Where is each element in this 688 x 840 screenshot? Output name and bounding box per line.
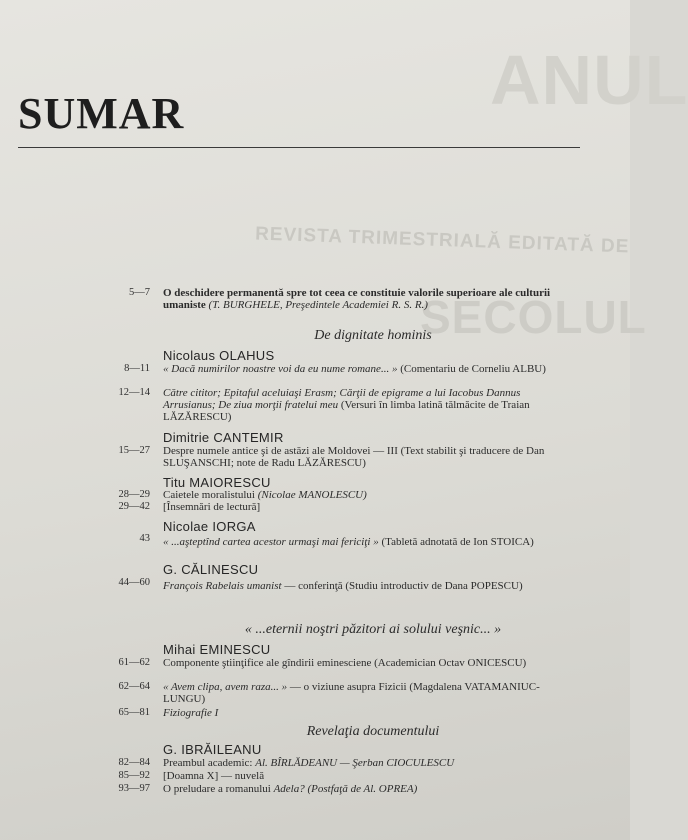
page-range: 93—97 [118,783,150,794]
entry-note: (Nicolae MANOLESCU) [257,489,367,501]
entry-title: Despre numele antice şi de astăzi ale Moldovei — III [163,445,398,457]
entry-title: Fiziografie I [163,707,219,719]
author-name: Mihai EMINESCU [163,642,271,657]
page-range: 28—29 [118,489,150,500]
page-range: 61—62 [118,657,150,668]
entry-title: Către cititor; Epitaful aceluiaşi Erasm; Cărţii de epigrame a lui Iacobus Dannus Arrusianus; De ziua morţii fratelui meu [163,387,521,411]
author-name: G. IBRĂILEANU [163,742,262,757]
entry-title: [Doamna X] — nuvelă [163,770,265,782]
ghost-text-revista: REVISTA TRIMESTRIALĂ EDITATĂ DE [254,223,630,258]
page-range: 85—92 [118,770,150,781]
page-range: 44—60 [118,577,150,588]
page-range: 15—27 [118,445,150,456]
page-range: 65—81 [118,707,150,718]
author-name: Titu MAIORESCU [163,475,271,490]
entry-text [163,783,575,795]
entry-text [163,707,575,719]
entry-title: Caietele moralistului [163,489,255,501]
entry-text [163,770,575,782]
page-range: 29—42 [118,501,150,512]
entry-text [163,363,575,375]
entry-text [163,757,575,769]
entry-title: « ...aşteptînd cartea acestor urmaşi mai fericiţi » [163,536,379,548]
section-heading: Revelaţia documentului [306,724,440,739]
ghost-text-secolul: SECOLUL [420,291,647,343]
page-range: 8—11 [124,363,150,374]
author-name: Dimitrie CANTEMIR [163,430,284,445]
entry-text [163,445,575,469]
entry-title: Preambul academic: [163,757,253,769]
entry-note: (Comentariu de Corneliu ALBU) [400,363,546,375]
entry-note: (Postfaţă de Al. OPREA) [307,783,418,795]
author-name: G. CĂLINESCU [163,562,259,577]
entry-note: (Versuri în limba latină tălmăcite de Traian LĂZĂRESCU) [163,399,530,423]
entry-text [163,489,575,501]
title-rule [18,147,580,148]
entry-title: Componente ştiinţifice ale gîndirii eminesciene [163,657,372,669]
entry-title: O deschidere permanentă spre tot ceea ce constituie valorile superioare ale culturii umaniste [163,287,551,311]
page-range: 12—14 [118,387,150,398]
section-heading: « ...eternii noştri păzitori ai solului veşnic... » [244,622,502,637]
page-range: 82—84 [118,757,150,768]
entry-text [163,387,575,423]
entry-note: (Academician Octav ONICESCU) [374,657,527,669]
entry-note: (Text stabilit şi traducere de Dan SLUŞANSCHI; note de Radu LĂZĂRESCU) [163,445,545,469]
entry-note: Al. BÎRLĂDEANU — Şerban CIOCULESCU [255,757,455,769]
author-name: Nicolaus OLAHUS [163,348,275,363]
section-heading: De dignitate hominis [314,328,432,343]
page-title: SUMAR [18,89,185,138]
entry-text [163,287,575,311]
entry-title: François Rabelais umanist [163,580,282,592]
entry-title: « Dacă numirilor noastre voi da eu nume romane... » [163,363,398,375]
entry-title: O preludare a romanului [163,783,271,795]
entry-text [163,580,575,592]
entry-title: [Însemnări de lectură] [163,501,261,513]
entry-note: — conferinţă (Studiu introductiv de Dana POPESCU) [284,580,523,592]
page-range: 5—7 [129,287,150,298]
entry-note: (T. BURGHELE, Preşedintele Academiei R. S. R.) [208,299,428,311]
entry-title: « Avem clipa, avem raza... » [163,681,288,693]
page-range: 62—64 [118,681,150,692]
entry-note: (Tabletă adnotată de Ion STOICA) [381,536,534,548]
entry-text [163,681,575,705]
entry-title-italic: Adela? [273,783,305,795]
entry-note: (Magdalena VATAMANIUC-LUNGU) [163,681,540,705]
ghost-text-anul: ANUL [490,41,688,119]
entry-text [163,536,575,548]
entry-subtitle: — o viziune asupra Fizicii [289,681,407,693]
page-range: 43 [139,533,150,544]
author-name: Nicolae IORGA [163,519,256,534]
entry-text [163,657,575,669]
entry-text [163,501,575,513]
